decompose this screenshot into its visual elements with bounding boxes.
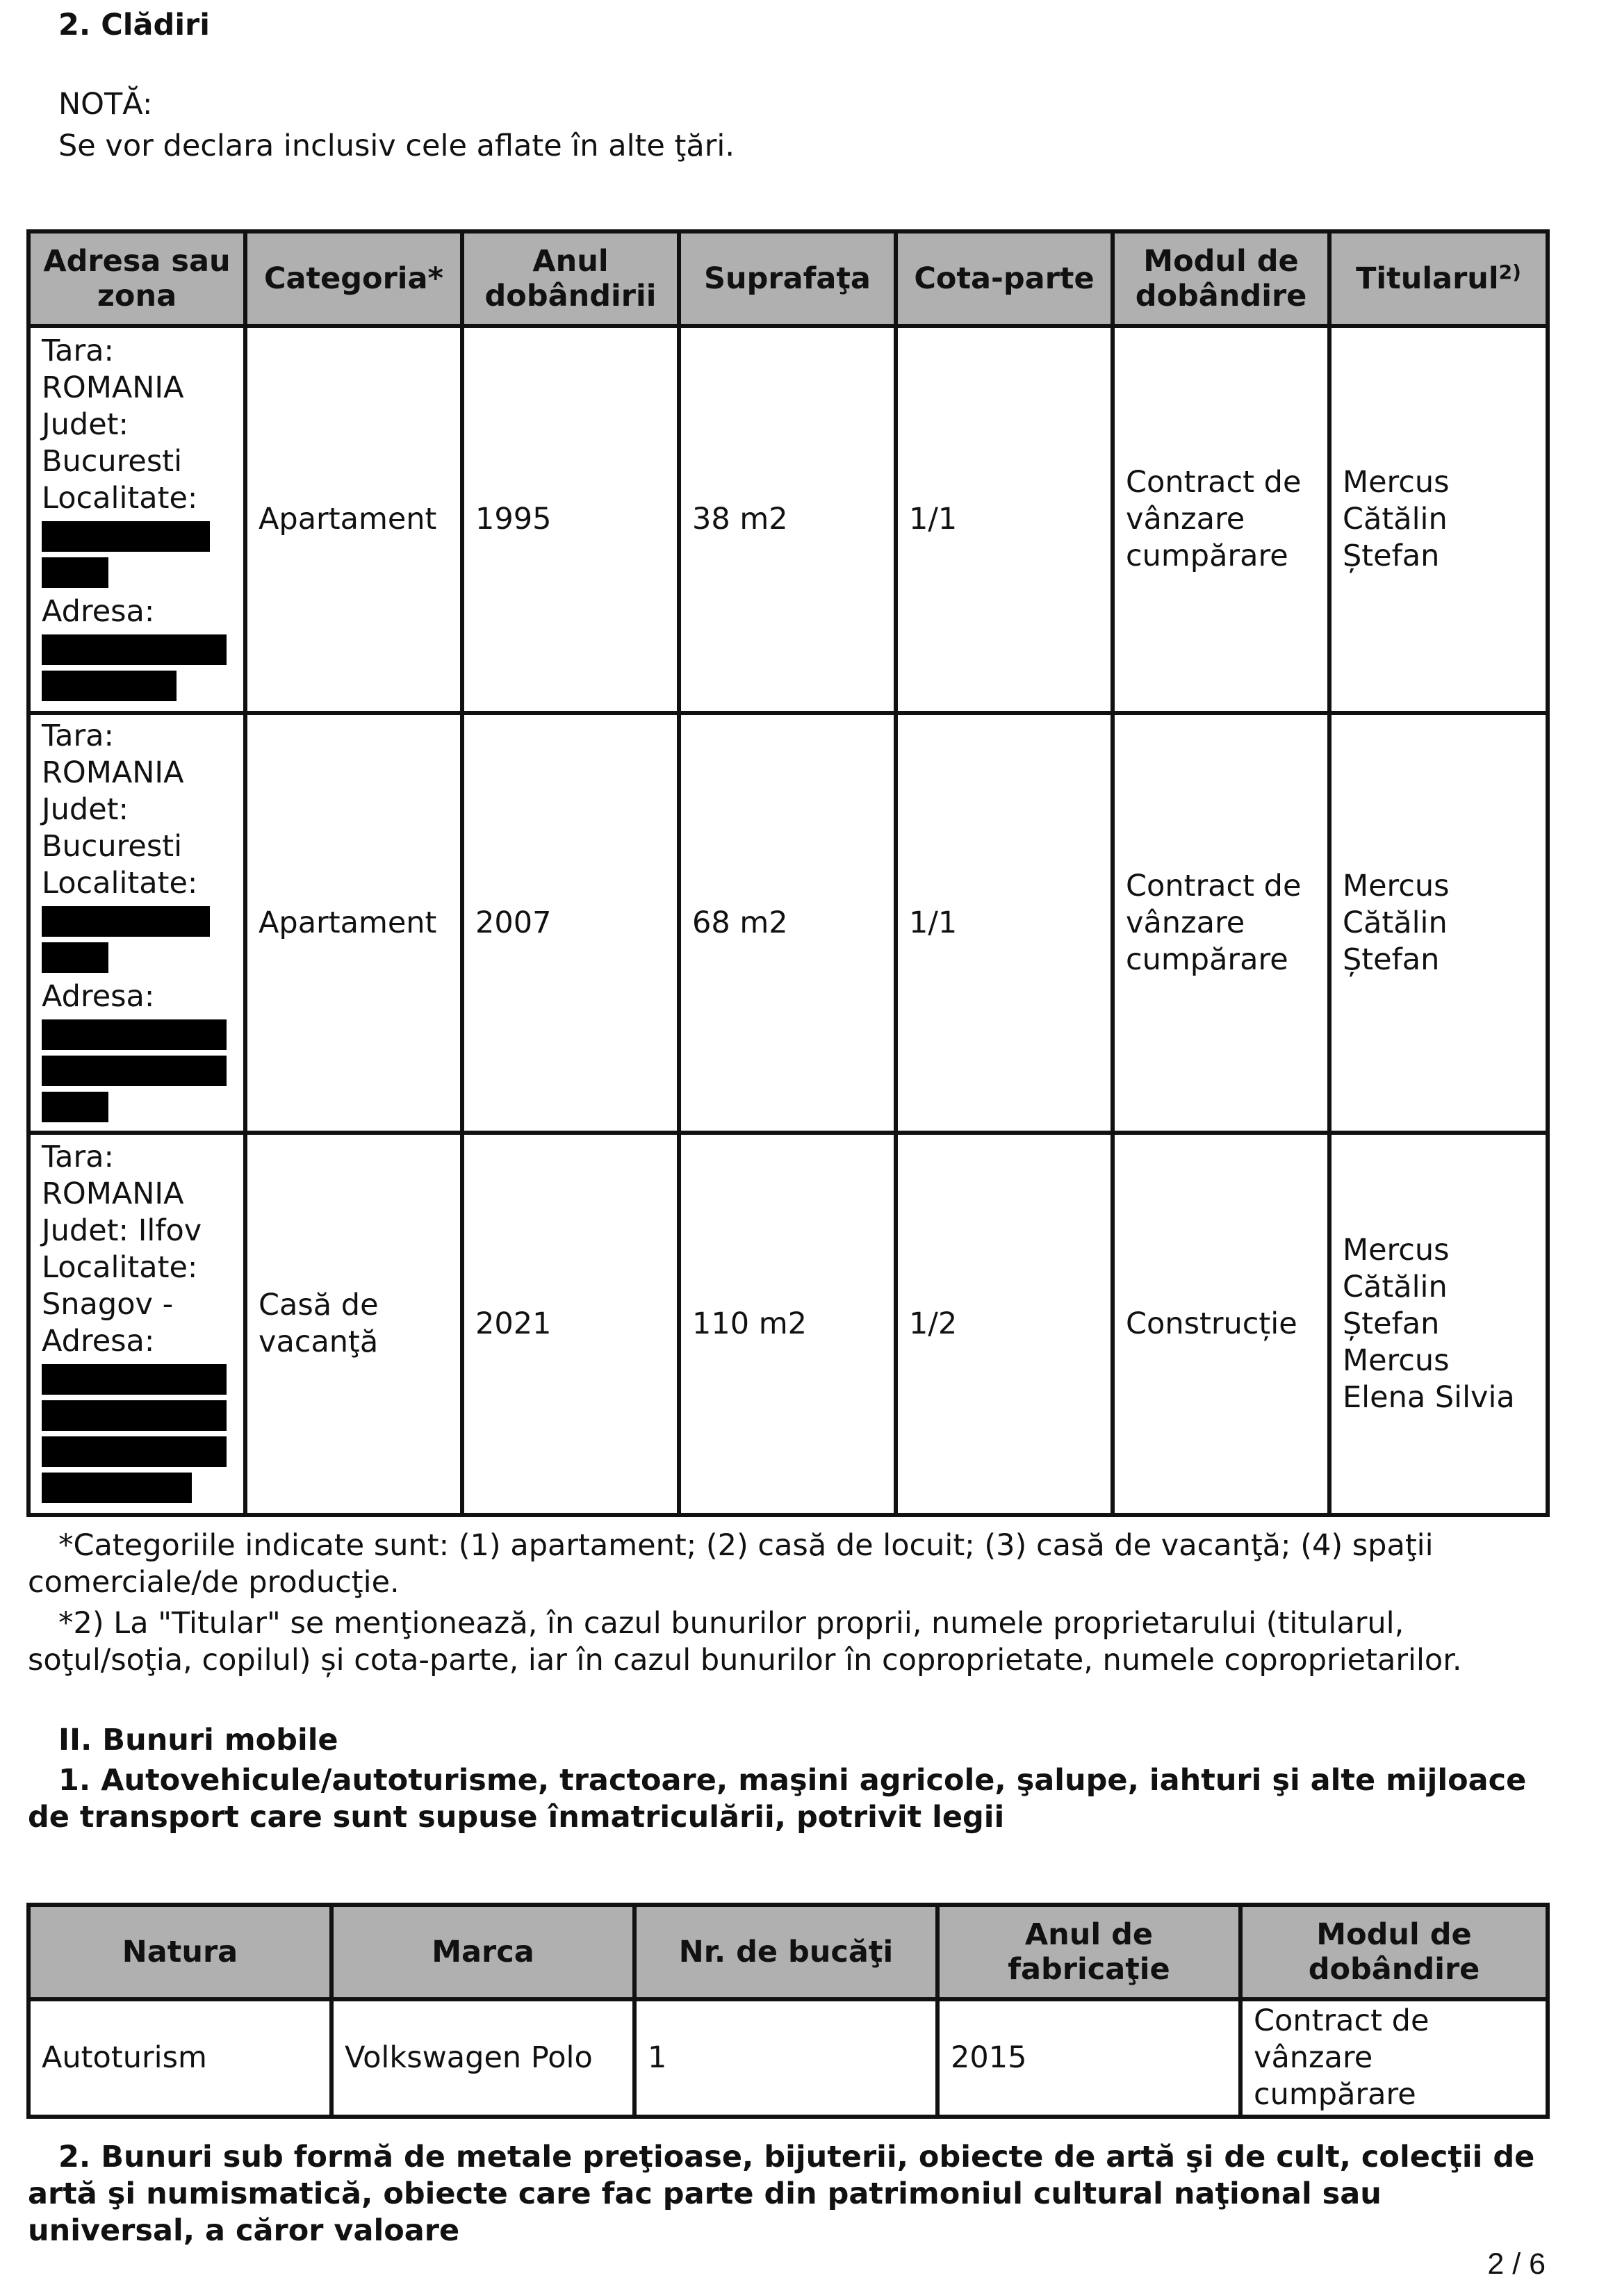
mode-cell: Construcție	[1113, 1133, 1329, 1515]
area-cell: 68 m2	[679, 713, 896, 1133]
vehicle-count-cell: 1	[634, 1999, 937, 2117]
vehicles-table	[26, 1903, 1550, 2119]
redaction-block	[42, 1364, 227, 1395]
footnote-titular: *2) La "Titular" se menţionează, în cazul bunurilor proprii, numele proprietarului (titularul, soţul/soţia, copilul) și cota-parte, iar în cazul bunurilor în coproprietate, numele coproprietarilor.	[28, 1606, 1462, 1678]
address-line: Bucuresti	[42, 829, 183, 864]
category-cell: Apartament	[245, 326, 462, 713]
category-cell: Casă de vacanţă	[245, 1133, 462, 1515]
redaction-block	[42, 942, 108, 973]
address-line: Adresa:	[42, 1324, 155, 1359]
address-line: Judet:	[42, 407, 129, 442]
mode-cell: Contract de vânzare cumpărare	[1113, 713, 1329, 1133]
year-cell: 2007	[462, 713, 679, 1133]
header-category: Categoria*	[245, 231, 462, 326]
redaction-block	[42, 906, 210, 937]
header-marca: Marca	[331, 1905, 634, 1999]
redaction-block	[42, 1092, 108, 1122]
header-vehicle-mode: Modul de dobândire	[1240, 1905, 1548, 1999]
address-line: Judet: Ilfov	[42, 1213, 202, 1248]
year-cell: 1995	[462, 326, 679, 713]
redaction-block	[42, 1436, 227, 1467]
address-line: Tara:	[42, 719, 115, 753]
table-row	[28, 1133, 1548, 1515]
share-cell: 1/1	[896, 713, 1113, 1133]
category-cell: Apartament	[245, 713, 462, 1133]
address-line: Bucuresti	[42, 443, 183, 479]
header-owner-sup: 2)	[1498, 261, 1521, 284]
buildings-table	[26, 229, 1550, 1517]
redaction-block	[42, 557, 108, 588]
table-row	[28, 1999, 1548, 2117]
year-cell: 2021	[462, 1133, 679, 1515]
address-cell	[28, 1133, 245, 1515]
note-text: Se vor declara inclusiv cele aflate în alte ţări.	[58, 129, 735, 163]
address-line: Localitate:	[42, 480, 198, 516]
address-line: Localitate:	[42, 866, 198, 901]
vehicle-type-cell: Autoturism	[28, 1999, 331, 2117]
valuables-section-title: 2. Bunuri sub formă de metale preţioase, bijuterii, obiecte de artă şi de cult, colecţii de artă şi numismatică, obiecte care fac parte din patrimoniul cultural naţional sau universal, a căror valoare	[28, 2140, 1535, 2248]
redaction-block	[42, 671, 177, 701]
address-cell	[28, 713, 245, 1133]
movables-title: II. Bunuri mobile	[58, 1723, 338, 1757]
owner-cell: Mercus Cătălin Ștefan	[1329, 713, 1548, 1133]
area-cell: 38 m2	[679, 326, 896, 713]
address-line: Snagov -	[42, 1287, 174, 1322]
address-cell	[28, 326, 245, 713]
address-line: Tara:	[42, 1140, 115, 1174]
redaction-block	[42, 1019, 227, 1050]
share-cell: 1/2	[896, 1133, 1113, 1515]
area-cell: 110 m2	[679, 1133, 896, 1515]
owner-cell: Mercus Cătălin Ștefan	[1329, 326, 1548, 713]
address-line: Judet:	[42, 792, 129, 827]
header-owner-label: Titularul	[1356, 261, 1499, 296]
header-natura: Natura	[28, 1905, 331, 1999]
redaction-block	[42, 1056, 227, 1086]
vehicle-year-cell: 2015	[937, 1999, 1240, 2117]
redaction-block	[42, 1473, 192, 1503]
header-area: Suprafaţa	[679, 231, 896, 326]
footnote-categories: *Categoriile indicate sunt: (1) apartament; (2) casă de locuit; (3) casă de vacanţă; (4) spaţii comerciale/de producţie.	[28, 1528, 1434, 1600]
page-number: 2 / 6	[1487, 2247, 1546, 2281]
note-label: NOTĂ:	[58, 87, 153, 122]
header-fabrication-year: Anul de fabricaţie	[937, 1905, 1240, 1999]
share-cell: 1/1	[896, 326, 1113, 713]
header-count: Nr. de bucăţi	[634, 1905, 937, 1999]
redaction-block	[42, 1400, 227, 1431]
address-line: ROMANIA	[42, 370, 184, 405]
header-owner	[1329, 231, 1548, 326]
redaction-block	[42, 634, 227, 665]
section-title: 2. Clădiri	[58, 8, 211, 42]
table-row	[28, 326, 1548, 713]
header-share: Cota-parte	[896, 231, 1113, 326]
owner-cell: Mercus Cătălin Ștefan Mercus Elena Silvia	[1329, 1133, 1548, 1515]
address-line: ROMANIA	[42, 1176, 184, 1211]
header-year: Anul dobândirii	[462, 231, 679, 326]
vehicle-brand-cell: Volkswagen Polo	[331, 1999, 634, 2117]
vehicle-mode-cell: Contract de vânzare cumpărare	[1240, 1999, 1548, 2117]
mode-cell: Contract de vânzare cumpărare	[1113, 326, 1329, 713]
address-line: ROMANIA	[42, 755, 184, 790]
address-line: Adresa:	[42, 979, 155, 1014]
movables-subtitle: 1. Autovehicule/autoturisme, tractoare, maşini agricole, şalupe, iahturi şi alte mijloace de transport care sunt supuse înmatriculării, potrivit legii	[28, 1763, 1527, 1835]
address-line: Adresa:	[42, 593, 155, 629]
header-address: Adresa sau zona	[28, 231, 245, 326]
table-row	[28, 713, 1548, 1133]
address-line: Tara:	[42, 333, 115, 368]
address-line: Localitate:	[42, 1250, 198, 1285]
header-mode: Modul de dobândire	[1113, 231, 1329, 326]
redaction-block	[42, 521, 210, 552]
buildings-header-row	[28, 231, 1548, 326]
vehicles-header-row	[28, 1905, 1548, 1999]
